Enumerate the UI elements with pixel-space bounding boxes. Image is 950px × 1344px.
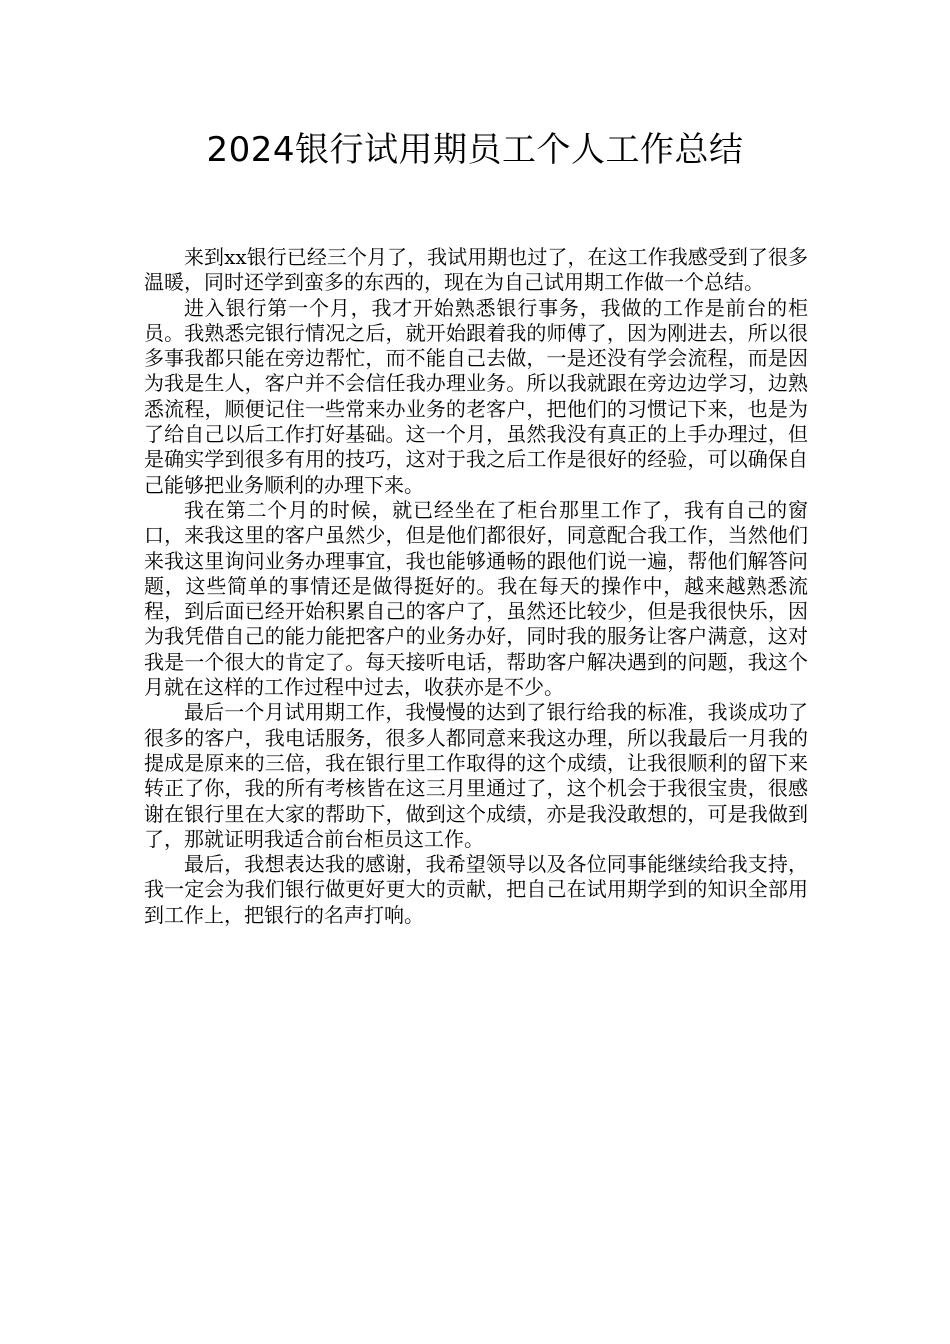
paragraph-1: 来到xx银行已经三个月了，我试用期也过了，在这工作我感受到了很多温暖，同时还学到蛮多的东西的，现在为自己试用期工作做一个总结。 xyxy=(144,245,808,295)
paragraph-4: 最后一个月试用期工作，我慢慢的达到了银行给我的标准，我谈成功了很多的客户，我电话服务，很多人都同意来我这办理，所以我最后一月我的提成是原来的三倍，我在银行里工作取得的这个成绩，让我很顺利的留下来转正了你，我的所有考核皆在这三月里通过了，这个机会于我很宝贵，很感谢在银行里在大家的帮助下，做到这个成绩，亦是我没敢想的，可是我做到了，那就证明我适合前台柜员这工作。 xyxy=(144,700,808,851)
document-body xyxy=(144,245,808,928)
paragraph-5: 最后，我想表达我的感谢，我希望领导以及各位同事能继续给我支持，我一定会为我们银行做更好更大的贡献，把自己在试用期学到的知识全部用到工作上，把银行的名声打响。 xyxy=(144,852,808,927)
document-title: 2024银行试用期员工个人工作总结 xyxy=(206,130,744,170)
paragraph-3: 我在第二个月的时候，就已经坐在了柜台那里工作了，我有自己的窗口，来我这里的客户虽然少，但是他们都很好，同意配合我工作，当然他们来我这里询问业务办理事宜，我也能够通畅的跟他们说一遍，帮他们解答问题，这些简单的事情还是做得挺好的。我在每天的操作中，越来越熟悉流程，到后面已经开始积累自己的客户了，虽然还比较少，但是我很快乐，因为我凭借自己的能力能把客户的业务办好，同时我的服务让客户满意，这对我是一个很大的肯定了。每天接听电话，帮助客户解决遇到的问题，我这个月就在这样的工作过程中过去，收获亦是不少。 xyxy=(144,497,808,700)
paragraph-2: 进入银行第一个月，我才开始熟悉银行事务，我做的工作是前台的柜员。我熟悉完银行情况之后，就开始跟着我的师傅了，因为刚进去，所以很多事我都只能在旁边帮忙，而不能自己去做，一是还没有学会流程，而是因为我是生人，客户并不会信任我办理业务。所以我就跟在旁边边学习，边熟悉流程，顺便记住一些常来办业务的老客户，把他们的习惯记下来，也是为了给自己以后工作打好基础。这一个月，虽然我没有真正的上手办理过，但是确实学到很多有用的技巧，这对于我之后工作是很好的经验，可以确保自己能够把业务顺利的办理下来。 xyxy=(144,295,808,497)
